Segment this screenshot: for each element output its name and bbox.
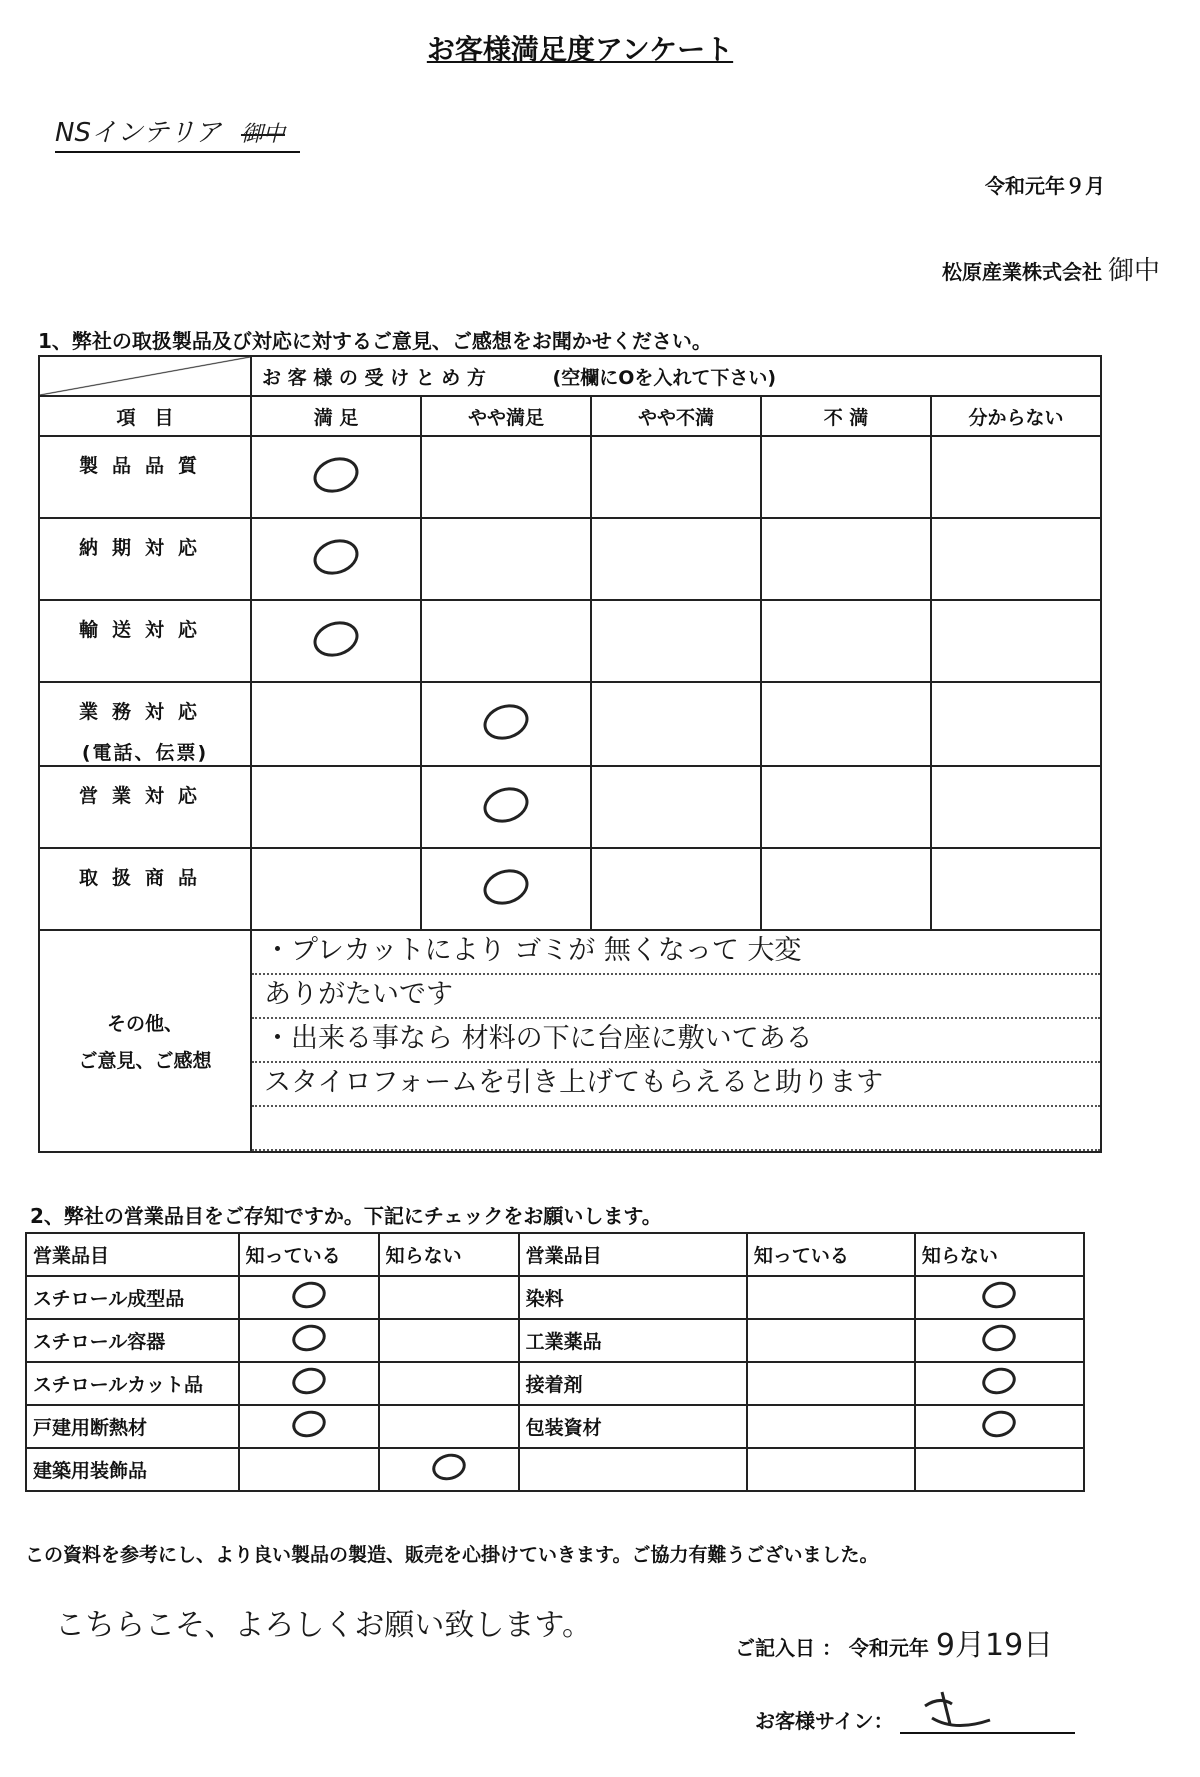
other-comments-label: [39, 930, 251, 1152]
section1-question: 1、弊社の取扱製品及び対応に対するご意見、ご感想をお聞かせください。: [38, 329, 712, 353]
company-name: [942, 250, 1160, 287]
header-unknown-left: 知らない: [379, 1233, 519, 1276]
item-header: 項 目: [39, 396, 251, 436]
comment-line: [252, 1107, 1100, 1151]
rating-cell[interactable]: [251, 766, 421, 848]
satisfaction-row: [39, 600, 1101, 682]
item-label: 納期対応: [78, 537, 211, 559]
comment-lines: [252, 931, 1100, 1151]
circle-mark-icon: [289, 1278, 329, 1312]
item-name: [39, 600, 251, 682]
rating-cell[interactable]: [421, 766, 591, 848]
item-label: 輸送対応: [78, 619, 211, 641]
rating-cell[interactable]: [761, 600, 931, 682]
recipient-struck-honorific: 御中: [240, 122, 285, 147]
rating-cell[interactable]: [761, 436, 931, 518]
circle-mark-icon: [980, 1407, 1020, 1441]
known-cell[interactable]: [747, 1319, 915, 1362]
products-rows: [26, 1276, 1084, 1491]
known-cell[interactable]: [239, 1276, 379, 1319]
circle-mark-icon: [289, 1407, 329, 1441]
unknown-cell[interactable]: [379, 1319, 519, 1362]
circle-mark-icon: [479, 864, 533, 911]
rating-cell[interactable]: [251, 682, 421, 766]
circle-mark-icon: [980, 1364, 1020, 1398]
reception-label: お 客 様 の 受 け と め 方: [262, 366, 486, 389]
unknown-cell[interactable]: [915, 1276, 1084, 1319]
col-satisfied: 満 足: [251, 396, 421, 436]
product-row: [26, 1405, 1084, 1448]
product-name: 戸建用断熱材: [26, 1405, 239, 1448]
other-comments-area: [251, 930, 1101, 1152]
rating-cell[interactable]: [591, 766, 761, 848]
item-label: 製品品質: [78, 455, 211, 477]
known-cell[interactable]: [747, 1448, 915, 1491]
product-name: 包装資材: [519, 1405, 747, 1448]
closing-note: この資料を参考にし、より良い製品の製造、販売を心掛けていきます。ご協力有難うございました。: [25, 1544, 879, 1566]
product-row: [26, 1448, 1084, 1491]
issue-date: 令和元年９月: [985, 174, 1105, 198]
known-cell[interactable]: [239, 1405, 379, 1448]
product-name: 建築用装飾品: [26, 1448, 239, 1491]
rating-cell[interactable]: [931, 682, 1101, 766]
known-cell[interactable]: [747, 1276, 915, 1319]
other-label-line1: その他、: [106, 1013, 183, 1035]
rating-cell[interactable]: [421, 848, 591, 930]
product-name: 染料: [519, 1276, 747, 1319]
recipient-text: NSインテリア: [55, 118, 221, 148]
unknown-cell[interactable]: [915, 1448, 1084, 1491]
known-cell[interactable]: [747, 1405, 915, 1448]
company-text: 松原産業株式会社: [941, 260, 1102, 284]
product-name: 接着剤: [519, 1362, 747, 1405]
products-header-row: [26, 1233, 1084, 1276]
rating-cell[interactable]: [591, 436, 761, 518]
product-row: [26, 1362, 1084, 1405]
circle-mark-icon: [479, 699, 533, 746]
rating-cell[interactable]: [591, 518, 761, 600]
header-products-left: 営業品目: [26, 1233, 239, 1276]
header-products-right: 営業品目: [519, 1233, 747, 1276]
item-name: [39, 518, 251, 600]
item-label: 取扱商品: [78, 867, 211, 889]
circle-mark-icon: [289, 1364, 329, 1398]
header-known-right: 知っている: [747, 1233, 915, 1276]
product-row: [26, 1319, 1084, 1362]
known-cell[interactable]: [747, 1362, 915, 1405]
rating-cell[interactable]: [251, 600, 421, 682]
known-cell[interactable]: [239, 1319, 379, 1362]
rating-cell[interactable]: [251, 848, 421, 930]
col-somewhat-satisfied: やや満足: [421, 396, 591, 436]
rating-cell[interactable]: [421, 600, 591, 682]
circle-mark-icon: [309, 452, 363, 499]
circle-mark-icon: [309, 534, 363, 581]
rating-cell[interactable]: [591, 682, 761, 766]
circle-mark-icon: [980, 1321, 1020, 1355]
known-cell[interactable]: [239, 1448, 379, 1491]
item-name: [39, 436, 251, 518]
filled-date-label: ご記入日 ： 令和元年: [735, 1636, 929, 1660]
satisfaction-row: [39, 436, 1101, 518]
product-name: スチロール成型品: [26, 1276, 239, 1319]
product-name: スチロールカット品: [26, 1362, 239, 1405]
other-label-line2: ご意見、ご感想: [78, 1050, 212, 1072]
company-honorific: 御中: [1107, 256, 1160, 286]
item-name: [39, 682, 251, 766]
satisfaction-row: [39, 848, 1101, 930]
circle-mark-icon: [980, 1278, 1020, 1312]
reception-header: [251, 356, 1101, 396]
satisfaction-table: [38, 355, 1102, 1153]
recipient-name: [55, 112, 300, 153]
rating-cell[interactable]: [931, 518, 1101, 600]
unknown-cell[interactable]: [379, 1448, 519, 1491]
unknown-cell[interactable]: [379, 1405, 519, 1448]
col-somewhat-dissatisfied: やや不満: [591, 396, 761, 436]
header-known-left: 知っている: [239, 1233, 379, 1276]
item-label: 営業対応: [78, 785, 211, 807]
known-cell[interactable]: [239, 1362, 379, 1405]
item-name: [39, 766, 251, 848]
products-table: [25, 1232, 1085, 1492]
circle-mark-icon: [429, 1450, 469, 1484]
corner-diagonal-cell: [39, 356, 251, 396]
product-name: 工業薬品: [519, 1319, 747, 1362]
rating-cell[interactable]: [251, 518, 421, 600]
col-unknown: 分からない: [931, 396, 1101, 436]
signature-row: [755, 1705, 1075, 1734]
filled-date: [735, 1620, 1053, 1664]
unknown-cell[interactable]: [379, 1362, 519, 1405]
unknown-cell[interactable]: [915, 1319, 1084, 1362]
signature-label: お客様サイン：: [755, 1709, 894, 1733]
rating-cell[interactable]: [591, 600, 761, 682]
rating-cell[interactable]: [761, 682, 931, 766]
circle-mark-icon: [479, 782, 533, 829]
comment-line: ・プレカットにより ゴミが 無くなって 大変: [252, 931, 1100, 975]
col-dissatisfied: 不 満: [761, 396, 931, 436]
unknown-cell[interactable]: [915, 1405, 1084, 1448]
product-name: [519, 1448, 747, 1491]
item-label: 業務対応: [78, 701, 211, 723]
rating-cell[interactable]: [421, 518, 591, 600]
rating-cell[interactable]: [931, 600, 1101, 682]
unknown-cell[interactable]: [915, 1362, 1084, 1405]
circle-mark-icon: [309, 616, 363, 663]
comment-line: スタイロフォームを引き上げてもらえると助ります: [252, 1063, 1100, 1107]
comment-line: ・出来る事なら 材料の下に台座に敷いてある: [252, 1019, 1100, 1063]
satisfaction-row: [39, 682, 1101, 766]
rating-cell[interactable]: [931, 766, 1101, 848]
header-unknown-right: 知らない: [915, 1233, 1084, 1276]
product-row: [26, 1276, 1084, 1319]
item-name: [39, 848, 251, 930]
rating-cell[interactable]: [591, 848, 761, 930]
rating-cell[interactable]: [761, 848, 931, 930]
item-sublabel: (電話、伝票): [81, 742, 209, 764]
rating-cell[interactable]: [931, 848, 1101, 930]
unknown-cell[interactable]: [379, 1276, 519, 1319]
satisfaction-row: [39, 766, 1101, 848]
rating-cell[interactable]: [931, 436, 1101, 518]
comment-line: ありがたいです: [252, 975, 1100, 1019]
rating-cell[interactable]: [761, 766, 931, 848]
product-name: スチロール容器: [26, 1319, 239, 1362]
satisfaction-rows: [39, 436, 1101, 930]
satisfaction-row: [39, 518, 1101, 600]
rating-cell[interactable]: [421, 682, 591, 766]
reception-note: (空欄にOを入れて下さい): [552, 366, 777, 389]
handwritten-signature: [920, 1686, 1000, 1736]
filled-date-value: 9月19日: [935, 1628, 1054, 1663]
circle-mark-icon: [289, 1321, 329, 1355]
document-title: お客様満足度アンケート: [426, 33, 734, 66]
rating-cell[interactable]: [761, 518, 931, 600]
rating-cell[interactable]: [251, 436, 421, 518]
section2-question: 2、弊社の営業品目をご存知ですか。下記にチェックをお願いします。: [30, 1204, 662, 1228]
customer-reply: こちらこそ、よろしくお願い致します。: [55, 1608, 592, 1643]
rating-cell[interactable]: [421, 436, 591, 518]
